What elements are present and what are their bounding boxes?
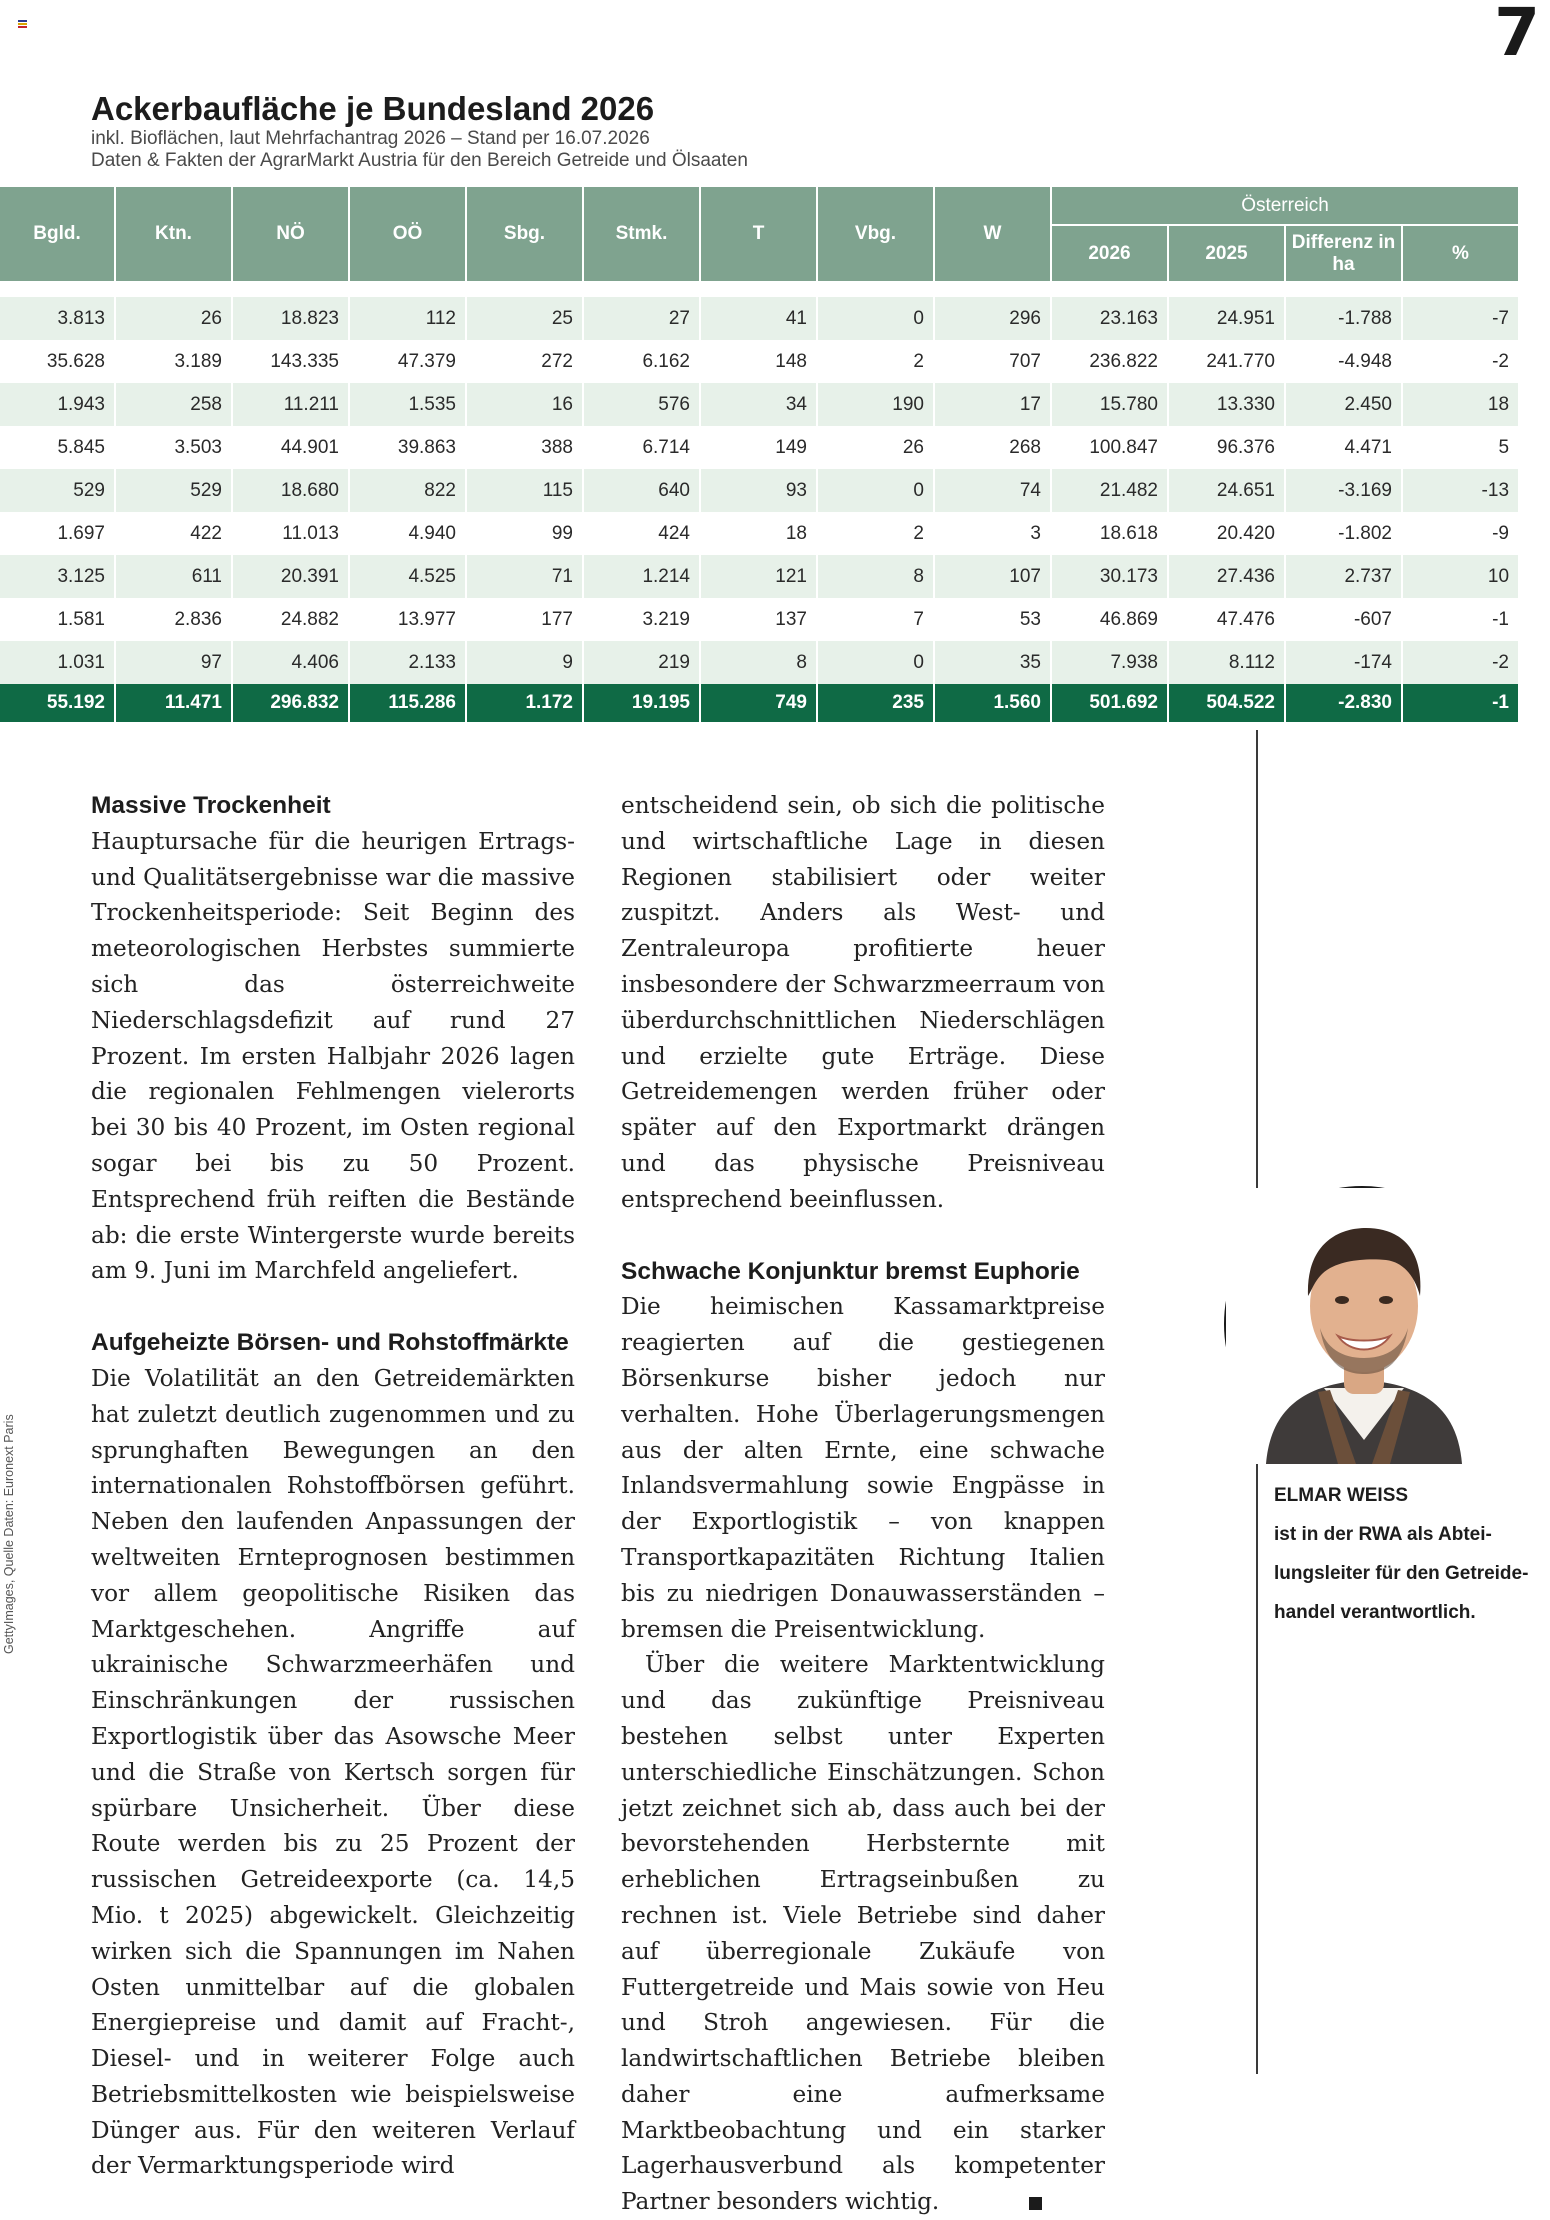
table-total-cell: 504.522 xyxy=(1168,684,1285,722)
table-cell: 23.163 xyxy=(1051,297,1168,340)
col-header-noe: NÖ xyxy=(232,187,349,281)
table-cell: 100.847 xyxy=(1051,426,1168,469)
section-text-konjunktur-2: Über die weitere Marktentwicklung und das zukünftige Preisniveau bestehen selbst unter Experten unterschiedliche Einschätzungen. Schon jetzt zeichnet sich ab, dass auch bei der bevorstehenden Herbsternte mit erheblichen Ertragseinbußen zu rechnen ist. Viele Betriebe sind daher auf überregionale Zukäufe von Futtergetreide und Mais sowie von Heu und Stroh angewiesen. Für die landwirtschaftlichen Betriebe bleiben daher eine aufmerksame Marktbeobachtung und ein starker Lagerhausverbund als kompetenter Partner besonders wichtig. xyxy=(621,1651,1105,2216)
table-cell: -2 xyxy=(1402,340,1518,383)
col-header-t: T xyxy=(700,187,817,281)
col-header-bgld: Bgld. xyxy=(0,187,115,281)
table-total-cell: 1.560 xyxy=(934,684,1051,722)
table-cell: 422 xyxy=(115,512,232,555)
table-cell: 3.219 xyxy=(583,598,700,641)
col-header-ooe: OÖ xyxy=(349,187,466,281)
table-cell: 18.618 xyxy=(1051,512,1168,555)
section-heading-boersen: Aufgeheizte Börsen- und Rohstoffmärkte xyxy=(91,1329,569,1357)
table-cell: 7.938 xyxy=(1051,641,1168,684)
table-cell: 1.697 xyxy=(0,512,115,555)
col-header-ktn: Ktn. xyxy=(115,187,232,281)
table-row xyxy=(0,469,1518,512)
col-header-2026: 2026 xyxy=(1051,225,1168,281)
table-row xyxy=(0,297,1518,340)
table-cell: 17 xyxy=(934,383,1051,426)
table-cell: 26 xyxy=(817,426,934,469)
table-total-row xyxy=(0,684,1518,722)
table-cell: -9 xyxy=(1402,512,1518,555)
table-cell: 177 xyxy=(466,598,583,641)
col-header-percent: % xyxy=(1402,225,1518,281)
author-name: ELMAR WEISS xyxy=(1274,1485,1409,1506)
table-cell: 15.780 xyxy=(1051,383,1168,426)
table-cell: 0 xyxy=(817,297,934,340)
table-cell: 18 xyxy=(1402,383,1518,426)
table-row xyxy=(0,512,1518,555)
table-total-cell: 11.471 xyxy=(115,684,232,722)
table-cell: 3 xyxy=(934,512,1051,555)
table-cell: -2 xyxy=(1402,641,1518,684)
table-cell: 2.737 xyxy=(1285,555,1402,598)
table-cell: 2.133 xyxy=(349,641,466,684)
table-cell: 1.581 xyxy=(0,598,115,641)
table-cell: 5 xyxy=(1402,426,1518,469)
table-cell: 219 xyxy=(583,641,700,684)
table-cell: 137 xyxy=(700,598,817,641)
table-cell: 11.211 xyxy=(232,383,349,426)
table-cell: 121 xyxy=(700,555,817,598)
table-cell: 148 xyxy=(700,340,817,383)
table-row xyxy=(0,340,1518,383)
title-block xyxy=(91,90,748,172)
table-cell: 10 xyxy=(1402,555,1518,598)
table-cell: 4.406 xyxy=(232,641,349,684)
table-cell: 20.420 xyxy=(1168,512,1285,555)
table-cell: 236.822 xyxy=(1051,340,1168,383)
col-group-oesterreich: Österreich xyxy=(1051,187,1518,225)
section-text-boersen: Die Volatilität an den Getreidemärkten hat zuletzt deutlich zugenommen und zu sprunghaften Bewegungen an den internationalen Rohstoffbörsen geführt. Neben den laufenden Anpassungen der weltweiten Ernteprognosen bestimmen vor allem geopolitische Risiken das Marktgeschehen. Angriffe auf ukrainische Schwarzmeerhäfen und Einschränkungen der russischen Exportlogistik über das Asowsche Meer und die Straße von Kertsch sorgen für spürbare Unsicherheit. Über diese Route werden bis zu 25 Prozent der russischen Getreideexporte (ca. 14,5 Mio. t 2025) abgewickelt. Gleichzeitig wirken sich die Spannungen im Nahen Osten unmittelbar auf die globalen Energiepreise und damit auf Fracht-, Diesel- und in weiterer Folge auch Betriebsmittelkosten wie beispielsweise Dünger aus. Für den weiteren Verlauf der Vermarktungsperiode wird xyxy=(91,1364,575,2180)
table-cell: 24.951 xyxy=(1168,297,1285,340)
table-cell: 97 xyxy=(115,641,232,684)
table-cell: 1.214 xyxy=(583,555,700,598)
table-cell: 20.391 xyxy=(232,555,349,598)
table-cell: -1.802 xyxy=(1285,512,1402,555)
table-cell: 707 xyxy=(934,340,1051,383)
table-cell: 2 xyxy=(817,512,934,555)
table-cell: 53 xyxy=(934,598,1051,641)
table-cell: 9 xyxy=(466,641,583,684)
table-total-cell: 296.832 xyxy=(232,684,349,722)
photo-credit-text: GettyImages, Quelle Daten: Euronext Paris xyxy=(2,1414,16,1654)
col-header-vbg: Vbg. xyxy=(817,187,934,281)
acreage-table xyxy=(0,187,1518,722)
table-cell: 99 xyxy=(466,512,583,555)
section-text-continuation: entscheidend sein, ob sich die politische und wirtschaftliche Lage in diesen Regionen stabilisiert oder weiter zuspitzt. Anders als West- und Zentraleuropa profitierte heuer insbesondere der Schwarzmeerraum von überdurchschnittlichen Niederschlägen und erzielte gute Erträge. Diese Getreidemengen werden früher oder später auf den Exportmarkt drängen und das physische Preisniveau entsprechend beeinflussen. xyxy=(621,792,1105,1213)
table-total-cell: 55.192 xyxy=(0,684,115,722)
author-caption xyxy=(1274,1476,1544,1632)
section-text-konjunktur: Die heimischen Kassamarktpreise reagierten auf die gestiegenen Börsenkurse bisher jedoch nur verhalten. Hohe Überlagerungsmengen aus der alten Ernte, eine schwache Inlandsvermahlung sowie Engpässe in der Exportlogistik – von knappen Transportkapazitäten Richtung Italien bis zu niedrigen Donauwasserständen – bremsen die Preisentwicklung. xyxy=(621,1293,1105,1643)
table-cell: -13 xyxy=(1402,469,1518,512)
table-cell: -1 xyxy=(1402,598,1518,641)
table-total-cell: -2.830 xyxy=(1285,684,1402,722)
table-cell: 1.031 xyxy=(0,641,115,684)
section-heading-konjunktur: Schwache Konjunktur bremst Euphorie xyxy=(621,1257,1080,1285)
table-row xyxy=(0,555,1518,598)
table-cell: 6.162 xyxy=(583,340,700,383)
table-cell: 8.112 xyxy=(1168,641,1285,684)
table-cell: 190 xyxy=(817,383,934,426)
table-cell: 13.977 xyxy=(349,598,466,641)
table-total-cell: 1.172 xyxy=(466,684,583,722)
table-total-cell: 235 xyxy=(817,684,934,722)
col-header-differenz: Differenz in ha xyxy=(1285,225,1402,281)
author-role-3: handel verantwortlich. xyxy=(1274,1602,1476,1623)
table-cell: 27.436 xyxy=(1168,555,1285,598)
table-cell: 640 xyxy=(583,469,700,512)
author-role-1: ist in der RWA als Abtei- xyxy=(1274,1524,1492,1545)
table-cell: 18.823 xyxy=(232,297,349,340)
table-cell: 21.482 xyxy=(1051,469,1168,512)
table-cell: 112 xyxy=(349,297,466,340)
flag-icon xyxy=(18,20,27,27)
table-cell: 25 xyxy=(466,297,583,340)
section-text-trockenheit: Hauptursache für die heurigen Ertrags- und Qualitätsergebnisse war die massive Trockenheitsperiode: Seit Beginn des meteorologischen Herbstes summierte sich das österreichweite Niederschlagsdefizit auf rund 27 Prozent. Im ersten Halbjahr 2026 lagen die regionalen Fehlmengen vielerorts bei 30 bis 40 Prozent, im Osten regional sogar bei bis zu 50 Prozent. Entsprechend früh reiften die Bestände ab: die erste Wintergerste wurde bereits am 9. Juni im Marchfeld angeliefert. xyxy=(91,827,575,1285)
table-total-cell: 501.692 xyxy=(1051,684,1168,722)
table-cell: 24.651 xyxy=(1168,469,1285,512)
table-cell: 241.770 xyxy=(1168,340,1285,383)
table-total-cell: -1 xyxy=(1402,684,1518,722)
col-header-2025: 2025 xyxy=(1168,225,1285,281)
table-cell: 30.173 xyxy=(1051,555,1168,598)
table-cell: 424 xyxy=(583,512,700,555)
table-cell: 272 xyxy=(466,340,583,383)
table-cell: 143.335 xyxy=(232,340,349,383)
end-square-icon xyxy=(1029,2197,1042,2210)
table-cell: 16 xyxy=(466,383,583,426)
table-cell: 8 xyxy=(817,555,934,598)
table-cell: 1.943 xyxy=(0,383,115,426)
table-cell: 2.836 xyxy=(115,598,232,641)
table-cell: 46.869 xyxy=(1051,598,1168,641)
col-header-w: W xyxy=(934,187,1051,281)
table-cell: 822 xyxy=(349,469,466,512)
table-total-cell: 115.286 xyxy=(349,684,466,722)
table-cell: 5.845 xyxy=(0,426,115,469)
table-cell: 6.714 xyxy=(583,426,700,469)
table-row xyxy=(0,383,1518,426)
table-cell: 93 xyxy=(700,469,817,512)
table-cell: 2.450 xyxy=(1285,383,1402,426)
table-subtitle-2: Daten & Fakten der AgrarMarkt Austria für den Bereich Getreide und Ölsaaten xyxy=(91,150,748,171)
table-cell: 96.376 xyxy=(1168,426,1285,469)
table-cell: 47.379 xyxy=(349,340,466,383)
table-cell: 24.882 xyxy=(232,598,349,641)
table-row xyxy=(0,598,1518,641)
table-row xyxy=(0,641,1518,684)
table-cell: 258 xyxy=(115,383,232,426)
table-cell: 0 xyxy=(817,641,934,684)
table-cell: -4.948 xyxy=(1285,340,1402,383)
table-cell: 268 xyxy=(934,426,1051,469)
table-cell: 611 xyxy=(115,555,232,598)
table-cell: 7 xyxy=(817,598,934,641)
table-cell: 44.901 xyxy=(232,426,349,469)
col-header-stmk: Stmk. xyxy=(583,187,700,281)
table-cell: -1.788 xyxy=(1285,297,1402,340)
article-column-2 xyxy=(621,788,1105,2220)
table-cell: 529 xyxy=(115,469,232,512)
table-cell: 3.189 xyxy=(115,340,232,383)
table-cell: 2 xyxy=(817,340,934,383)
author-portrait xyxy=(1224,1186,1500,1462)
table-cell: 3.813 xyxy=(0,297,115,340)
table-cell: 47.476 xyxy=(1168,598,1285,641)
table-cell: 13.330 xyxy=(1168,383,1285,426)
table-total-cell: 749 xyxy=(700,684,817,722)
table-cell: 4.940 xyxy=(349,512,466,555)
page-number: 7 xyxy=(1494,0,1540,71)
table-cell: 11.013 xyxy=(232,512,349,555)
table-cell: -7 xyxy=(1402,297,1518,340)
table-cell: 18 xyxy=(700,512,817,555)
table-cell: 388 xyxy=(466,426,583,469)
table-cell: 3.503 xyxy=(115,426,232,469)
table-cell: 529 xyxy=(0,469,115,512)
table-cell: 39.863 xyxy=(349,426,466,469)
table-cell: 115 xyxy=(466,469,583,512)
table-cell: 149 xyxy=(700,426,817,469)
article-column-1 xyxy=(91,788,575,2184)
table-row xyxy=(0,426,1518,469)
table-cell: -3.169 xyxy=(1285,469,1402,512)
table-total-cell: 19.195 xyxy=(583,684,700,722)
table-cell: 26 xyxy=(115,297,232,340)
table-subtitle-1: inkl. Bioflächen, laut Mehrfachantrag 2026 – Stand per 16.07.2026 xyxy=(91,128,650,149)
table-cell: 3.125 xyxy=(0,555,115,598)
table-cell: 71 xyxy=(466,555,583,598)
table-cell: 1.535 xyxy=(349,383,466,426)
table-cell: 296 xyxy=(934,297,1051,340)
table-cell: 27 xyxy=(583,297,700,340)
table-title: Ackerbaufläche je Bundesland 2026 xyxy=(91,90,655,127)
table-cell: 0 xyxy=(817,469,934,512)
table-cell: 18.680 xyxy=(232,469,349,512)
author-role-2: lungsleiter für den Getreide- xyxy=(1274,1563,1529,1584)
table-cell: 41 xyxy=(700,297,817,340)
table-cell: 4.471 xyxy=(1285,426,1402,469)
table-cell: 576 xyxy=(583,383,700,426)
table-cell: 4.525 xyxy=(349,555,466,598)
table-cell: 35.628 xyxy=(0,340,115,383)
col-header-sbg: Sbg. xyxy=(466,187,583,281)
table-cell: 8 xyxy=(700,641,817,684)
table-cell: 107 xyxy=(934,555,1051,598)
table-cell: -607 xyxy=(1285,598,1402,641)
table-cell: 34 xyxy=(700,383,817,426)
table-cell: 74 xyxy=(934,469,1051,512)
section-heading-trockenheit: Massive Trockenheit xyxy=(91,792,331,819)
table-cell: -174 xyxy=(1285,641,1402,684)
table-cell: 35 xyxy=(934,641,1051,684)
